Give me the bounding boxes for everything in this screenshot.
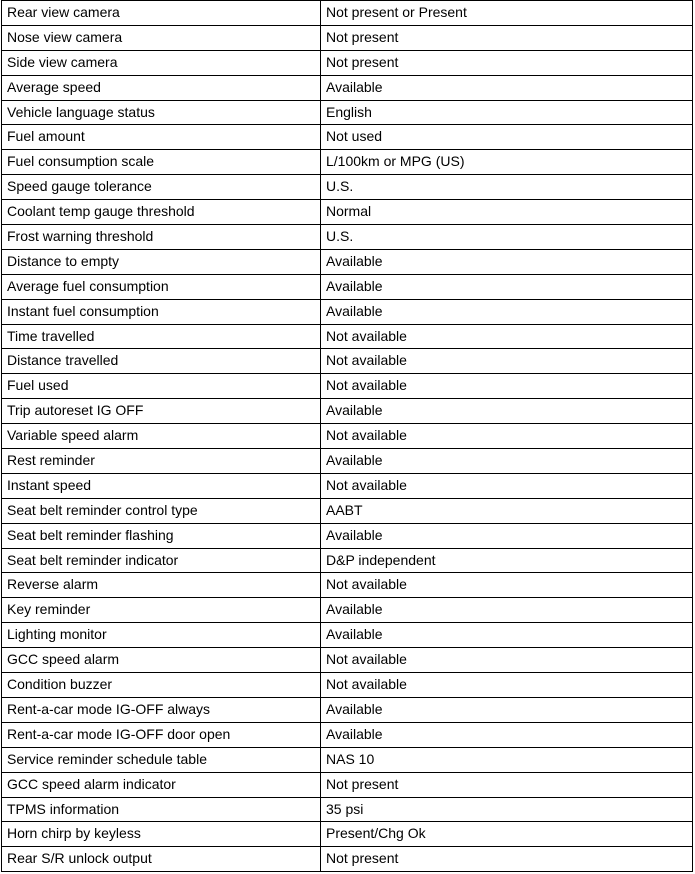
setting-name-cell: GCC speed alarm indicator (2, 772, 321, 797)
setting-value-cell: Available (321, 249, 693, 274)
setting-value-cell: Available (321, 598, 693, 623)
setting-name-cell: Distance to empty (2, 249, 321, 274)
setting-value-cell: Not used (321, 125, 693, 150)
table-row (2, 573, 693, 598)
setting-value-cell: Available (321, 274, 693, 299)
setting-value-cell: Not available (321, 424, 693, 449)
setting-name-cell: Trip autoreset IG OFF (2, 399, 321, 424)
setting-value-cell: Not available (321, 324, 693, 349)
setting-value-cell: L/100km or MPG (US) (321, 150, 693, 175)
table-row (2, 249, 693, 274)
setting-name-cell: Nose view camera (2, 25, 321, 50)
setting-name-cell: Rest reminder (2, 449, 321, 474)
table-row (2, 374, 693, 399)
setting-value-cell: Not present (321, 772, 693, 797)
setting-name-cell: Side view camera (2, 50, 321, 75)
table-row (2, 623, 693, 648)
table-row (2, 225, 693, 250)
table-row (2, 673, 693, 698)
table-row (2, 75, 693, 100)
setting-value-cell: Present/Chg Ok (321, 822, 693, 847)
settings-table-body (2, 1, 693, 872)
setting-value-cell: Normal (321, 200, 693, 225)
table-row (2, 349, 693, 374)
setting-name-cell: Condition buzzer (2, 673, 321, 698)
table-row (2, 697, 693, 722)
setting-name-cell: Rent-a-car mode IG-OFF always (2, 697, 321, 722)
table-row (2, 25, 693, 50)
setting-value-cell: Available (321, 722, 693, 747)
setting-value-cell: D&P independent (321, 548, 693, 573)
table-row (2, 822, 693, 847)
table-row (2, 324, 693, 349)
setting-name-cell: Fuel consumption scale (2, 150, 321, 175)
setting-value-cell: AABT (321, 498, 693, 523)
setting-value-cell: Available (321, 523, 693, 548)
setting-name-cell: GCC speed alarm (2, 648, 321, 673)
setting-value-cell: Not available (321, 473, 693, 498)
setting-name-cell: Seat belt reminder indicator (2, 548, 321, 573)
setting-name-cell: Service reminder schedule table (2, 747, 321, 772)
setting-value-cell: NAS 10 (321, 747, 693, 772)
setting-value-cell: U.S. (321, 175, 693, 200)
setting-name-cell: Vehicle language status (2, 100, 321, 125)
setting-value-cell: U.S. (321, 225, 693, 250)
table-row (2, 299, 693, 324)
table-row (2, 50, 693, 75)
setting-value-cell: Not available (321, 573, 693, 598)
setting-name-cell: Seat belt reminder control type (2, 498, 321, 523)
table-row (2, 797, 693, 822)
setting-value-cell: Available (321, 449, 693, 474)
table-row (2, 1, 693, 26)
setting-name-cell: Time travelled (2, 324, 321, 349)
table-row (2, 648, 693, 673)
setting-name-cell: Reverse alarm (2, 573, 321, 598)
setting-name-cell: Fuel amount (2, 125, 321, 150)
setting-name-cell: Fuel used (2, 374, 321, 399)
table-row (2, 449, 693, 474)
setting-name-cell: Speed gauge tolerance (2, 175, 321, 200)
setting-name-cell: Lighting monitor (2, 623, 321, 648)
setting-name-cell: Average speed (2, 75, 321, 100)
setting-name-cell: Frost warning threshold (2, 225, 321, 250)
table-row (2, 274, 693, 299)
setting-name-cell: Seat belt reminder flashing (2, 523, 321, 548)
table-row (2, 175, 693, 200)
setting-value-cell: Not present (321, 25, 693, 50)
table-row (2, 772, 693, 797)
setting-name-cell: Rent-a-car mode IG-OFF door open (2, 722, 321, 747)
table-row (2, 548, 693, 573)
setting-name-cell: Variable speed alarm (2, 424, 321, 449)
setting-name-cell: Key reminder (2, 598, 321, 623)
setting-name-cell: Horn chirp by keyless (2, 822, 321, 847)
table-row (2, 100, 693, 125)
setting-value-cell: English (321, 100, 693, 125)
setting-name-cell: Average fuel consumption (2, 274, 321, 299)
setting-value-cell: Not present or Present (321, 1, 693, 26)
setting-value-cell: Not present (321, 50, 693, 75)
setting-value-cell: Not available (321, 374, 693, 399)
table-row (2, 424, 693, 449)
table-row (2, 473, 693, 498)
setting-value-cell: Not present (321, 847, 693, 872)
setting-name-cell: TPMS information (2, 797, 321, 822)
setting-value-cell: Available (321, 299, 693, 324)
setting-name-cell: Rear view camera (2, 1, 321, 26)
table-row (2, 498, 693, 523)
settings-table (1, 0, 693, 872)
setting-name-cell: Instant speed (2, 473, 321, 498)
setting-value-cell: Available (321, 399, 693, 424)
setting-value-cell: Not available (321, 648, 693, 673)
table-row (2, 200, 693, 225)
table-row (2, 125, 693, 150)
table-row (2, 722, 693, 747)
setting-name-cell: Rear S/R unlock output (2, 847, 321, 872)
setting-name-cell: Instant fuel consumption (2, 299, 321, 324)
setting-value-cell: 35 psi (321, 797, 693, 822)
setting-value-cell: Available (321, 75, 693, 100)
setting-name-cell: Coolant temp gauge threshold (2, 200, 321, 225)
table-row (2, 150, 693, 175)
setting-name-cell: Distance travelled (2, 349, 321, 374)
table-row (2, 399, 693, 424)
setting-value-cell: Available (321, 697, 693, 722)
setting-value-cell: Not available (321, 349, 693, 374)
table-row (2, 523, 693, 548)
table-row (2, 598, 693, 623)
table-row (2, 747, 693, 772)
setting-value-cell: Available (321, 623, 693, 648)
setting-value-cell: Not available (321, 673, 693, 698)
table-row (2, 847, 693, 872)
